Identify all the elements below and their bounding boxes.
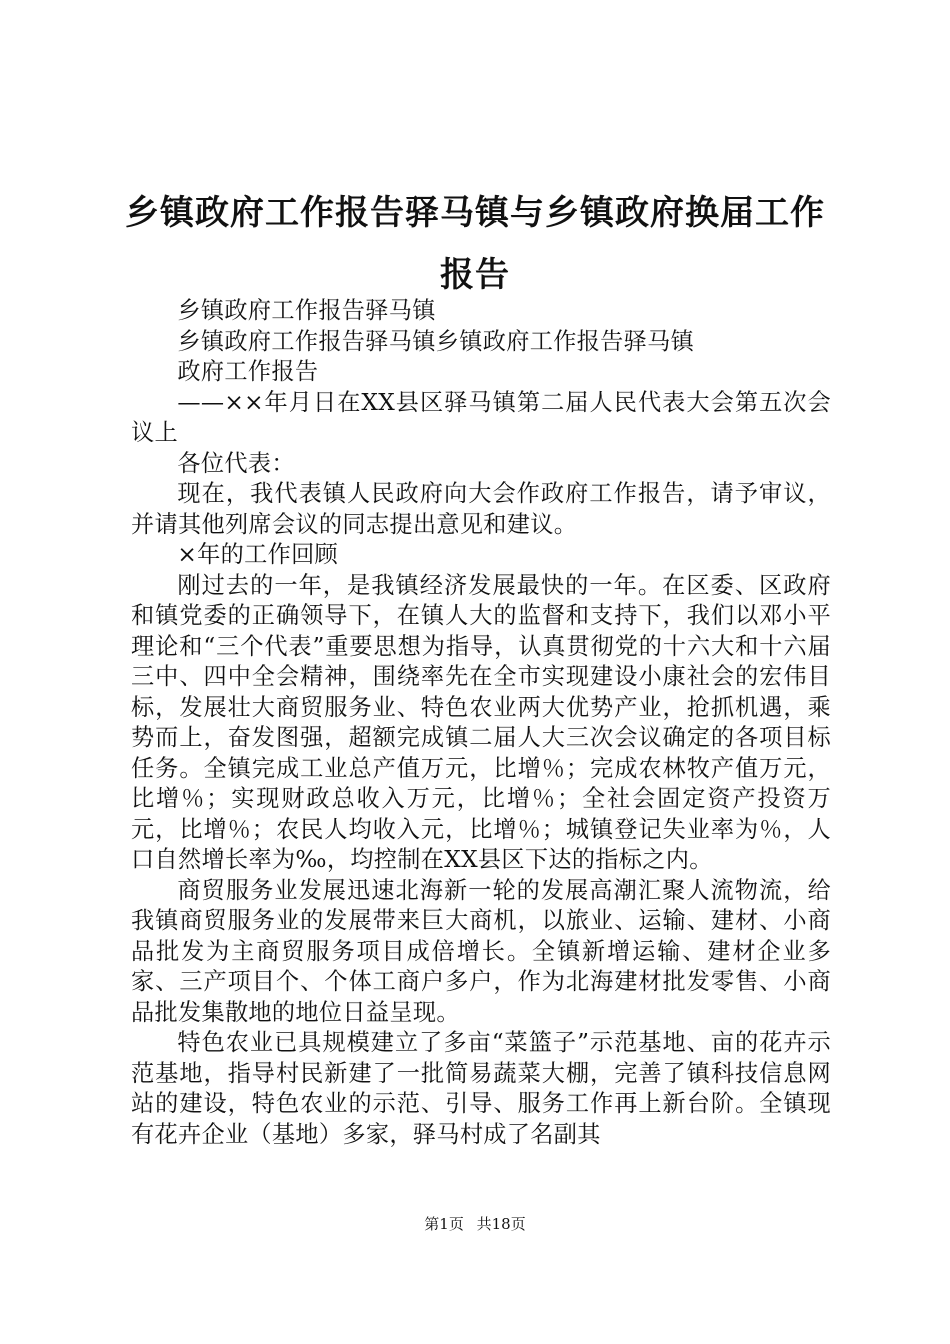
document-body — [131, 296, 831, 1150]
paragraph: 商贸服务业发展迅速北海新一轮的发展高潮汇聚人流物流，给我镇商贸服务业的发展带来巨大商机，以旅业、运输、建材、小商品批发为主商贸服务项目成倍增长。全镇新增运输、建材企业多家、三产项目个、个体工商户多户，作为北海建材批发零售、小商品批发集散地的地位日益呈现。 — [131, 876, 831, 1026]
paragraph: 特色农业已具规模建立了多亩“菜篮子”示范基地、亩的花卉示范基地，指导村民新建了一批简易蔬菜大棚，完善了镇科技信息网站的建设，特色农业的示范、引导、服务工作再上新台阶。全镇现有花卉企业（基地）多家，驿马村成了名副其 — [131, 1029, 831, 1148]
paragraph: 刚过去的一年，是我镇经济发展最快的一年。在区委、区政府和镇党委的正确领导下，在镇人大的监督和支持下，我们以邓小平理论和“三个代表”重要思想为指导，认真贯彻党的十六大和十六届三中、四中全会精神，围绕率先在全市实现建设小康社会的宏伟目标，发展壮大商贸服务业、特色农业两大优势产业，抢抓机遇，乘势而上，奋发图强，超额完成镇二届人大三次会议确定的各项目标任务。全镇完成工业总产值万元，比增％；完成农林牧产值万元，比增％；实现财政总收入万元，比增％；全社会固定资产投资万元，比增％；农民人均收入元，比增％；城镇登记失业率为％，人口自然增长率为‰，均控制在XX县区下达的指标之内。 — [131, 571, 831, 873]
paragraph: 乡镇政府工作报告驿马镇 — [177, 297, 436, 324]
paragraph: 现在，我代表镇人民政府向大会作政府工作报告，请予审议，并请其他列席会议的同志提出意见和建议。 — [131, 480, 831, 538]
paragraph: 乡镇政府工作报告驿马镇乡镇政府工作报告驿马镇 — [177, 327, 695, 355]
page-footer — [0, 1214, 950, 1234]
paragraph: ——××年月日在XX县区驿马镇第二届人民代表大会第五次会议上 — [131, 388, 831, 446]
page-number: 第1页 — [424, 1215, 464, 1233]
paragraph: ×年的工作回顾 — [177, 541, 339, 568]
document-title: 乡镇政府工作报告驿马镇与乡镇政府换届工作报告 — [125, 193, 825, 295]
paragraph: 政府工作报告 — [177, 358, 319, 385]
paragraph: 各位代表： — [177, 449, 295, 477]
page-total: 共18页 — [476, 1215, 526, 1233]
